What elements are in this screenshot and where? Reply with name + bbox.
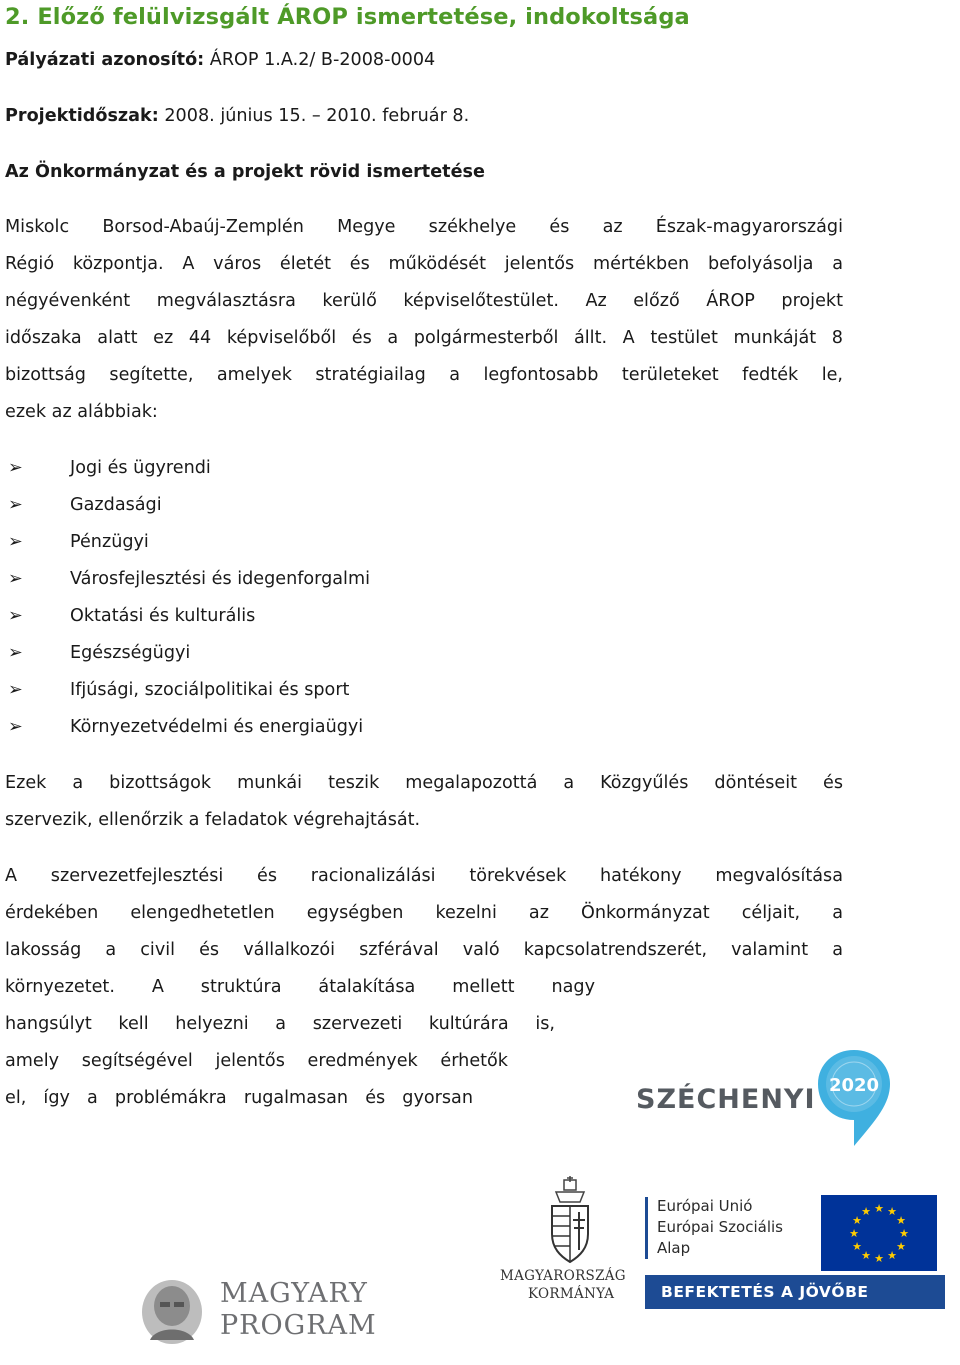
szechenyi-2020-logo: [636, 1020, 896, 1180]
arrow-bullet-icon: ➢: [8, 606, 23, 626]
arrow-bullet-icon: ➢: [8, 495, 23, 515]
project-period-line: [5, 108, 469, 126]
portrait-icon: [134, 1276, 214, 1346]
hungarian-government-logo: [500, 1176, 640, 1316]
section-heading: 2. Előző felülvizsgált ÁROP ismertetése, indokoltsága: [5, 4, 690, 30]
coat-of-arms-icon: [500, 1176, 640, 1268]
eu-slogan: BEFEKTETÉS A JÖVŐBE: [661, 1283, 869, 1301]
paragraph-3-line: környezetet. A struktúra átalakítása mellett nagy: [5, 977, 595, 997]
svg-text:★: ★: [874, 1252, 884, 1265]
svg-text:★: ★: [896, 1214, 906, 1227]
svg-text:★: ★: [899, 1227, 909, 1240]
arrow-bullet-icon: ➢: [8, 643, 23, 663]
paragraph-1-line: időszaka alatt ez 44 képviselőből és a polgármesterből állt. A testület munkáját 8: [5, 328, 843, 348]
committee-list-item: ➢ Egészségügyi: [8, 643, 191, 663]
eu-name: Európai Unió: [657, 1197, 753, 1215]
paragraph-1-line: ezek az alábbiak:: [5, 402, 158, 422]
paragraph-3-line: amely segítségével jelentős eredmények érhetők: [5, 1051, 508, 1071]
paragraph-3-line: el, így a problémákra rugalmasan és gyorsan: [5, 1088, 473, 1108]
szechenyi-pin-icon: [636, 1020, 896, 1180]
eu-fund-name: Európai Szociális: [657, 1218, 783, 1236]
paragraph-1-line: bizottság segítette, amelyek stratégiailag a legfontosabb területeket fedték le,: [5, 365, 843, 385]
eu-divider: [645, 1197, 648, 1259]
svg-text:★: ★: [849, 1227, 859, 1240]
paragraph-1-line: Miskolc Borsod-Abaúj-Zemplén Megye székhelye és az Észak-magyarországi: [5, 217, 843, 237]
szechenyi-year: 2020: [828, 1075, 880, 1096]
magyary-wordmark-line-2: PROGRAM: [220, 1310, 377, 1341]
committee-list-item: ➢ Gazdasági: [8, 495, 162, 515]
magyary-program-logo: [134, 1276, 377, 1346]
paragraph-1-line: Régió központja. A város életét és működését jelentős mértékben befolyásolja a: [5, 254, 843, 274]
arrow-bullet-icon: ➢: [8, 569, 23, 589]
government-name-line-2: KORMÁNYA: [528, 1286, 615, 1302]
government-name-line-1: MAGYARORSZÁG: [500, 1268, 626, 1284]
magyary-wordmark-line-1: MAGYARY: [220, 1278, 368, 1309]
project-id-line: [5, 52, 435, 70]
svg-text:★: ★: [896, 1240, 906, 1253]
svg-text:★: ★: [861, 1205, 871, 1218]
svg-text:★: ★: [887, 1205, 897, 1218]
paragraph-3-line: A szervezetfejlesztési és racionalizálási törekvések hatékony megvalósítása: [5, 866, 843, 886]
arrow-bullet-icon: ➢: [8, 532, 23, 552]
paragraph-2-line: Ezek a bizottságok munkái teszik megalapozottá a Közgyűlés döntéseit és: [5, 773, 843, 793]
arrow-bullet-icon: ➢: [8, 458, 23, 478]
eu-fund-name-2: Alap: [657, 1239, 691, 1257]
paragraph-3-line: lakosság a civil és vállalkozói szférával való kapcsolatrendszerét, valamint a: [5, 940, 843, 960]
paragraph-3-line: hangsúlyt kell helyezni a szervezeti kultúrára is,: [5, 1014, 555, 1034]
svg-text:★: ★: [874, 1202, 884, 1215]
szechenyi-wordmark: SZÉCHENYI: [636, 1084, 816, 1115]
eu-flag-icon: [821, 1195, 937, 1271]
committee-list-item: ➢ Környezetvédelmi és energiaügyi: [8, 717, 364, 737]
project-period-value: 2008. június 15. – 2010. február 8.: [158, 106, 470, 126]
committee-list-item: ➢ Oktatási és kulturális: [8, 606, 256, 626]
project-id-value: ÁROP 1.A.2/ B-2008-0004: [204, 50, 436, 70]
svg-text:★: ★: [852, 1240, 862, 1253]
committee-list-item: ➢ Jogi és ügyrendi: [8, 458, 211, 478]
eu-funding-logo: [645, 1193, 945, 1323]
svg-text:★: ★: [861, 1249, 871, 1262]
committee-list-item: ➢ Ifjúsági, szociálpolitikai és sport: [8, 680, 350, 700]
arrow-bullet-icon: ➢: [8, 717, 23, 737]
paragraph-3-line: érdekében elengedhetetlen egységben kezelni az Önkormányzat céljait, a: [5, 903, 843, 923]
paragraph-2-line: szervezik, ellenőrzik a feladatok végrehajtását.: [5, 810, 421, 830]
eu-slogan-bar: [645, 1275, 945, 1309]
committee-list-item: ➢ Pénzügyi: [8, 532, 149, 552]
project-period-label: Projektidőszak:: [5, 106, 159, 126]
project-id-label: Pályázati azonosító:: [5, 50, 205, 70]
arrow-bullet-icon: ➢: [8, 680, 23, 700]
svg-text:★: ★: [852, 1214, 862, 1227]
svg-text:★: ★: [887, 1249, 897, 1262]
paragraph-1-line: négyévenként megválasztásra kerülő képviselőtestület. Az előző ÁROP projekt: [5, 291, 843, 311]
committee-list-item: ➢ Városfejlesztési és idegenforgalmi: [8, 569, 370, 589]
subsection-title: Az Önkormányzat és a projekt rövid ismertetése: [5, 162, 485, 182]
